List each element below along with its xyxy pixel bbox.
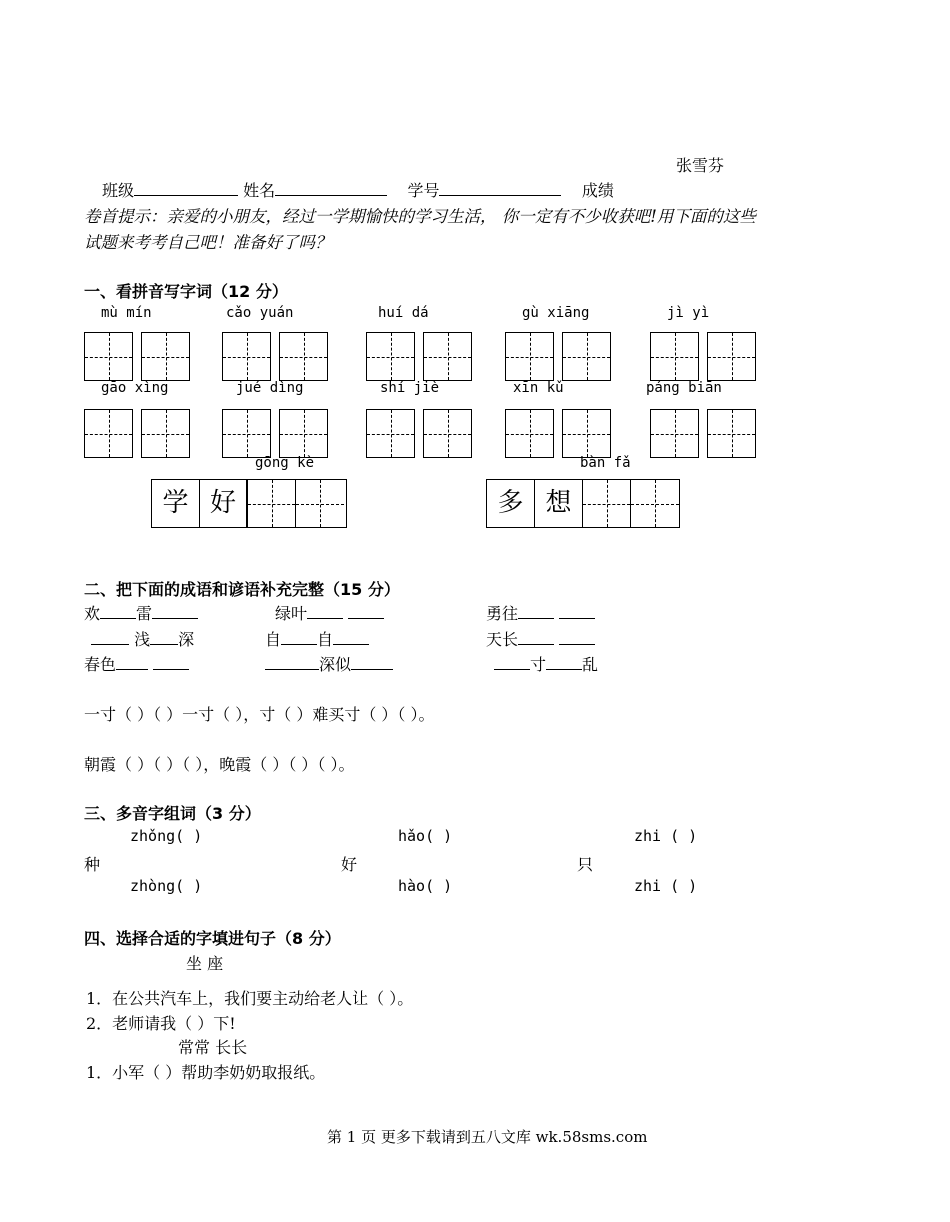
writing-grid[interactable]	[583, 480, 631, 527]
score-label: 成绩	[581, 181, 614, 200]
intro-line-1: 卷首提示：亲爱的小朋友，经过一学期愉快的学习生活， 你一定有不少收获吧!用下面的这些	[84, 207, 756, 226]
phrase-char: 想	[535, 480, 583, 527]
phrase-char: 好	[200, 480, 248, 527]
pinyin-mumin: mù mín	[101, 305, 152, 321]
idiom-blank[interactable]	[91, 630, 129, 645]
author-name: 张雪芬	[676, 156, 725, 175]
phrase-box-xuehao	[151, 479, 347, 528]
idiom-8: 深似	[265, 652, 393, 675]
section2-title: 二、把下面的成语和谚语补充完整（15 分）	[84, 580, 400, 599]
phrase-box-duoxiang	[486, 479, 680, 528]
idiom-blank[interactable]	[153, 655, 189, 670]
writing-grid[interactable]	[296, 480, 344, 527]
writing-grid[interactable]	[366, 332, 415, 381]
pinyin-guxiang: gù xiāng	[522, 305, 590, 321]
number-label: 学号	[407, 181, 440, 200]
zhong4-answer[interactable]: zhòng( )	[130, 877, 203, 895]
question-3: 1．小军（ ）帮助李奶奶取报纸。	[86, 1063, 326, 1082]
char-zhong: 种	[84, 855, 101, 874]
phrase-char: 学	[152, 480, 200, 527]
pinyin-jueding: jué dìng	[236, 380, 304, 396]
student-info-line	[102, 178, 614, 201]
question-2: 2．老师请我（ ）下!	[86, 1014, 236, 1033]
name-label: 姓名	[243, 181, 276, 200]
writing-grid[interactable]	[650, 332, 699, 381]
hao4-answer[interactable]: hào( )	[398, 877, 453, 895]
writing-grid[interactable]	[423, 332, 472, 381]
writing-grid[interactable]	[707, 332, 756, 381]
writing-grid[interactable]	[562, 332, 611, 381]
zhi-answer-2[interactable]: zhi ( )	[634, 877, 698, 895]
writing-grid[interactable]	[707, 409, 756, 458]
pinyin-pangbian: páng biān	[646, 380, 722, 396]
section4-title: 四、选择合适的字填进句子（8 分）	[84, 929, 341, 948]
section3-title: 三、多音字组词（3 分）	[84, 804, 261, 823]
char-hao: 好	[341, 855, 358, 874]
writing-grid[interactable]	[222, 409, 271, 458]
idiom-blank[interactable]	[348, 604, 384, 619]
writing-grid[interactable]	[650, 409, 699, 458]
phrase-char: 多	[487, 480, 535, 527]
writing-grid[interactable]	[279, 409, 328, 458]
writing-grid[interactable]	[505, 332, 554, 381]
writing-grid[interactable]	[423, 409, 472, 458]
idiom-7: 春色	[84, 652, 189, 675]
choices-zuo: 坐 座	[186, 954, 224, 973]
idiom-blank[interactable]	[494, 655, 530, 670]
idiom-blank[interactable]	[281, 630, 317, 645]
writing-grid[interactable]	[279, 332, 328, 381]
proverb-1: 一寸（ ）（ ）一寸（ ），寸（ ）难买寸（ ）（ ）。	[84, 705, 435, 724]
char-zhi: 只	[577, 855, 594, 874]
pinyin-banfa: bàn fǎ	[580, 455, 631, 471]
writing-grid[interactable]	[84, 332, 133, 381]
writing-grid[interactable]	[562, 409, 611, 458]
pinyin-huida: huí dá	[378, 305, 429, 321]
proverb-2: 朝霞（ ）（ ）（ ），晚霞（ ）（ ）（ ）。	[84, 755, 355, 774]
writing-grid[interactable]	[141, 409, 190, 458]
zhong3-answer[interactable]: zhǒng( )	[130, 827, 203, 845]
pinyin-jiyi: jì yì	[667, 305, 710, 321]
writing-grid[interactable]	[248, 480, 296, 527]
pinyin-caoyuan: cǎo yuán	[226, 305, 294, 321]
idiom-6: 天长	[486, 627, 595, 650]
section1-title: 一、看拼音写字词（12 分）	[84, 282, 288, 301]
zhi-answer-1[interactable]: zhi ( )	[634, 827, 698, 845]
idiom-blank[interactable]	[116, 655, 148, 670]
writing-grid[interactable]	[222, 332, 271, 381]
idiom-blank[interactable]	[333, 630, 369, 645]
idiom-1: 欢 雷	[84, 601, 198, 624]
writing-grid[interactable]	[505, 409, 554, 458]
idiom-2: 绿叶	[275, 601, 384, 624]
idiom-4: 浅 深	[91, 627, 194, 650]
writing-grid[interactable]	[631, 480, 679, 527]
number-blank[interactable]	[439, 181, 561, 196]
idiom-blank[interactable]	[150, 630, 178, 645]
writing-grid[interactable]	[141, 332, 190, 381]
pinyin-xinku: xīn kǔ	[513, 380, 564, 396]
idiom-blank[interactable]	[546, 655, 582, 670]
idiom-blank[interactable]	[518, 604, 554, 619]
intro-line-2: 试题来考考自己吧！准备好了吗？	[84, 233, 332, 252]
question-1: 1．在公共汽车上，我们要主动给老人让（ ）。	[86, 989, 414, 1008]
pinyin-gaoxing: gāo xìng	[101, 380, 169, 396]
idiom-blank[interactable]	[265, 655, 319, 670]
writing-grid[interactable]	[366, 409, 415, 458]
idiom-blank[interactable]	[559, 604, 595, 619]
writing-grid[interactable]	[84, 409, 133, 458]
idiom-blank[interactable]	[152, 604, 198, 619]
idiom-blank[interactable]	[559, 630, 595, 645]
pinyin-gongke: gōng kè	[255, 455, 315, 471]
pinyin-shijie: shí jiè	[380, 380, 440, 396]
idiom-blank[interactable]	[100, 604, 136, 619]
idiom-5: 自 自	[265, 627, 369, 650]
idiom-3: 勇往	[486, 601, 595, 624]
choices-chang: 常常 长长	[178, 1038, 248, 1057]
idiom-blank[interactable]	[518, 630, 554, 645]
idiom-blank[interactable]	[351, 655, 393, 670]
page-footer: 第 1 页 更多下载请到五八文库 wk.58sms.com	[327, 1128, 648, 1146]
name-blank[interactable]	[275, 181, 387, 196]
hao3-answer[interactable]: hǎo( )	[398, 827, 453, 845]
class-label: 班级	[102, 181, 135, 200]
idiom-blank[interactable]	[307, 604, 343, 619]
class-blank[interactable]	[134, 181, 238, 196]
idiom-9: 寸 乱	[494, 652, 598, 675]
